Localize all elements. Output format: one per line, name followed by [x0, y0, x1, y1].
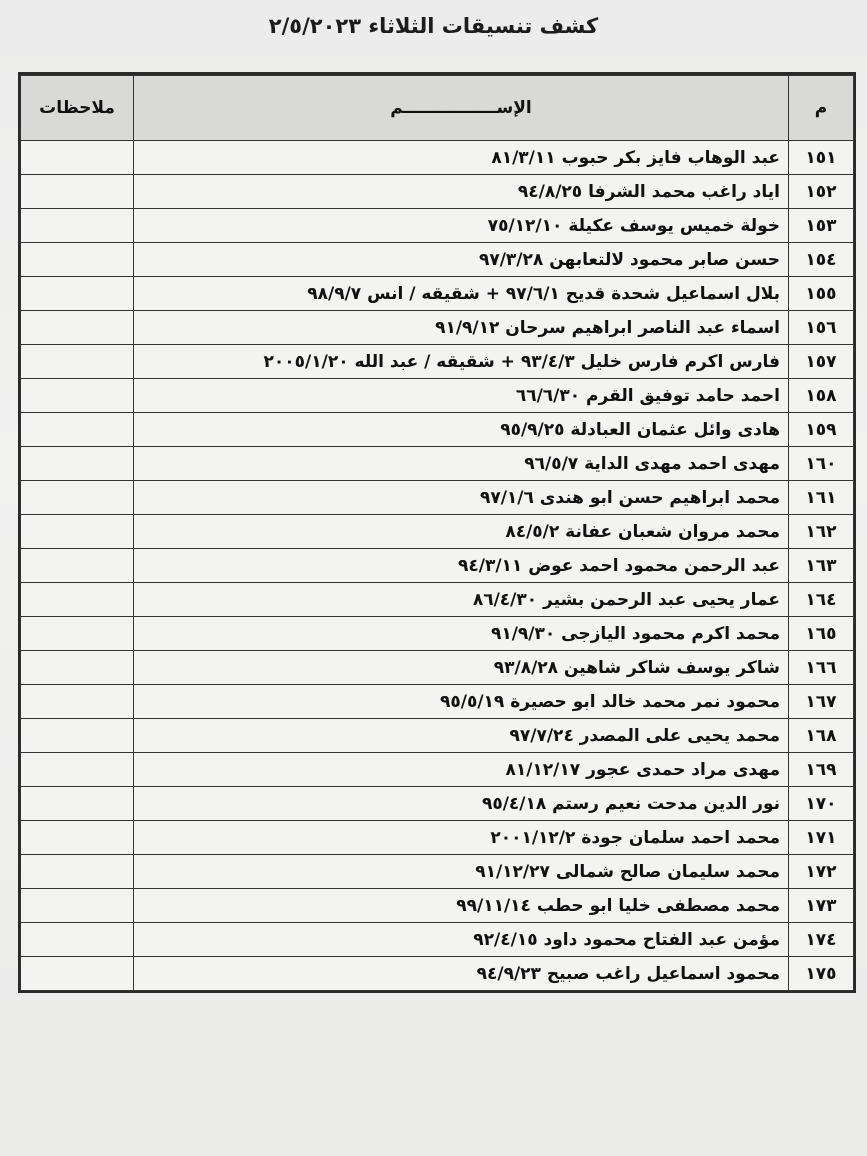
- row-name: عبد الرحمن محمود احمد عوض ٩٤/٣/١١: [134, 549, 789, 583]
- row-number: ١٦٨: [789, 719, 854, 753]
- row-number: ١٧٤: [789, 923, 854, 957]
- row-number: ١٧٢: [789, 855, 854, 889]
- row-number: ١٧٥: [789, 957, 854, 991]
- row-number: ١٦٢: [789, 515, 854, 549]
- row-number: ١٦٩: [789, 753, 854, 787]
- row-number: ١٦٥: [789, 617, 854, 651]
- table-header: [21, 76, 854, 141]
- row-name: احمد حامد توفيق القرم ٦٦/٦/٣٠: [134, 379, 789, 413]
- row-number: ١٥٩: [789, 413, 854, 447]
- row-name: هادى وائل عثمان العبادلة ٩٥/٩/٢٥: [134, 413, 789, 447]
- row-number: ١٦٦: [789, 651, 854, 685]
- table-row: [21, 923, 854, 957]
- row-name: عبد الوهاب فايز بكر حبوب ٨١/٣/١١: [134, 141, 789, 175]
- row-notes: [21, 277, 134, 311]
- row-name: مؤمن عبد الفتاح محمود داود ٩٢/٤/١٥: [134, 923, 789, 957]
- row-notes: [21, 855, 134, 889]
- row-notes: [21, 243, 134, 277]
- row-number: ١٧١: [789, 821, 854, 855]
- row-number: ١٦٠: [789, 447, 854, 481]
- row-number: ١٧٠: [789, 787, 854, 821]
- row-notes: [21, 685, 134, 719]
- table-row: [21, 243, 854, 277]
- table-row: [21, 175, 854, 209]
- row-notes: [21, 617, 134, 651]
- row-notes: [21, 481, 134, 515]
- row-number: ١٦٧: [789, 685, 854, 719]
- document-title: كشف تنسيقات الثلاثاء ٢/٥/٢٠٢٣: [268, 14, 599, 38]
- row-notes: [21, 889, 134, 923]
- table-row: [21, 719, 854, 753]
- table-row: [21, 583, 854, 617]
- row-notes: [21, 549, 134, 583]
- table-row: [21, 141, 854, 175]
- table-row: [21, 617, 854, 651]
- table-row: [21, 957, 854, 991]
- table-row: [21, 515, 854, 549]
- row-notes: [21, 141, 134, 175]
- table-row: [21, 753, 854, 787]
- row-name: محمود نمر محمد خالد ابو حصيرة ٩٥/٥/١٩: [134, 685, 789, 719]
- row-notes: [21, 515, 134, 549]
- table-row: [21, 345, 854, 379]
- row-name: شاكر يوسف شاكر شاهين ٩٣/٨/٢٨: [134, 651, 789, 685]
- row-number: ١٦١: [789, 481, 854, 515]
- row-name: محمود اسماعيل راغب صبيح ٩٤/٩/٢٣: [134, 957, 789, 991]
- table-row: [21, 447, 854, 481]
- names-sheet: [18, 72, 856, 993]
- row-name: بلال اسماعيل شحدة قديح ٩٧/٦/١ + شقيقه / انس ٩٨/٩/٧: [134, 277, 789, 311]
- row-name: حسن صابر محمود لالتعابهن ٩٧/٣/٢٨: [134, 243, 789, 277]
- row-notes: [21, 651, 134, 685]
- table-row: [21, 821, 854, 855]
- row-notes: [21, 753, 134, 787]
- table-row: [21, 549, 854, 583]
- row-notes: [21, 787, 134, 821]
- header-number: م: [789, 76, 854, 141]
- row-number: ١٥٥: [789, 277, 854, 311]
- row-number: ١٦٣: [789, 549, 854, 583]
- table-row: [21, 855, 854, 889]
- row-name: نور الدين مدحت نعيم رستم ٩٥/٤/١٨: [134, 787, 789, 821]
- row-number: ١٥٧: [789, 345, 854, 379]
- row-notes: [21, 345, 134, 379]
- table-row: [21, 481, 854, 515]
- table-row: [21, 277, 854, 311]
- row-notes: [21, 209, 134, 243]
- row-name: محمد ابراهيم حسن ابو هندى ٩٧/١/٦: [134, 481, 789, 515]
- table-row: [21, 209, 854, 243]
- table-row: [21, 787, 854, 821]
- row-name: اياد راغب محمد الشرفا ٩٤/٨/٢٥: [134, 175, 789, 209]
- header-notes: ملاحظات: [21, 76, 134, 141]
- row-name: محمد سليمان صالح شمالى ٩١/١٢/٢٧: [134, 855, 789, 889]
- row-name: اسماء عبد الناصر ابراهيم سرحان ٩١/٩/١٢: [134, 311, 789, 345]
- row-notes: [21, 821, 134, 855]
- row-name: خولة خميس يوسف عكيلة ٧٥/١٢/١٠: [134, 209, 789, 243]
- header-name: الإســــــــــــــــم: [134, 76, 789, 141]
- row-name: فارس اكرم فارس خليل ٩٣/٤/٣ + شقيقه / عبد الله ٢٠٠٥/١/٢٠: [134, 345, 789, 379]
- row-number: ١٧٣: [789, 889, 854, 923]
- row-number: ١٥٣: [789, 209, 854, 243]
- row-notes: [21, 719, 134, 753]
- header-row: [21, 76, 854, 141]
- names-table: [20, 75, 854, 991]
- row-notes: [21, 175, 134, 209]
- row-number: ١٦٤: [789, 583, 854, 617]
- row-notes: [21, 957, 134, 991]
- row-notes: [21, 311, 134, 345]
- table-body: [21, 141, 854, 991]
- row-number: ١٥٨: [789, 379, 854, 413]
- row-notes: [21, 413, 134, 447]
- row-number: ١٥١: [789, 141, 854, 175]
- row-name: محمد مصطفى خليا ابو حطب ٩٩/١١/١٤: [134, 889, 789, 923]
- row-notes: [21, 923, 134, 957]
- row-number: ١٥٢: [789, 175, 854, 209]
- row-name: مهدى مراد حمدى عجور ٨١/١٢/١٧: [134, 753, 789, 787]
- table-row: [21, 651, 854, 685]
- table-row: [21, 413, 854, 447]
- table-row: [21, 685, 854, 719]
- row-notes: [21, 379, 134, 413]
- row-name: محمد يحيى على المصدر ٩٧/٧/٢٤: [134, 719, 789, 753]
- row-number: ١٥٦: [789, 311, 854, 345]
- row-name: محمد احمد سلمان جودة ٢٠٠١/١٢/٢: [134, 821, 789, 855]
- row-name: محمد مروان شعبان عفانة ٨٤/٥/٢: [134, 515, 789, 549]
- row-name: مهدى احمد مهدى الداية ٩٦/٥/٧: [134, 447, 789, 481]
- row-notes: [21, 447, 134, 481]
- row-notes: [21, 583, 134, 617]
- row-name: محمد اكرم محمود اليازجى ٩١/٩/٣٠: [134, 617, 789, 651]
- row-number: ١٥٤: [789, 243, 854, 277]
- row-name: عمار يحيى عبد الرحمن بشير ٨٦/٤/٣٠: [134, 583, 789, 617]
- table-row: [21, 379, 854, 413]
- table-row: [21, 311, 854, 345]
- table-row: [21, 889, 854, 923]
